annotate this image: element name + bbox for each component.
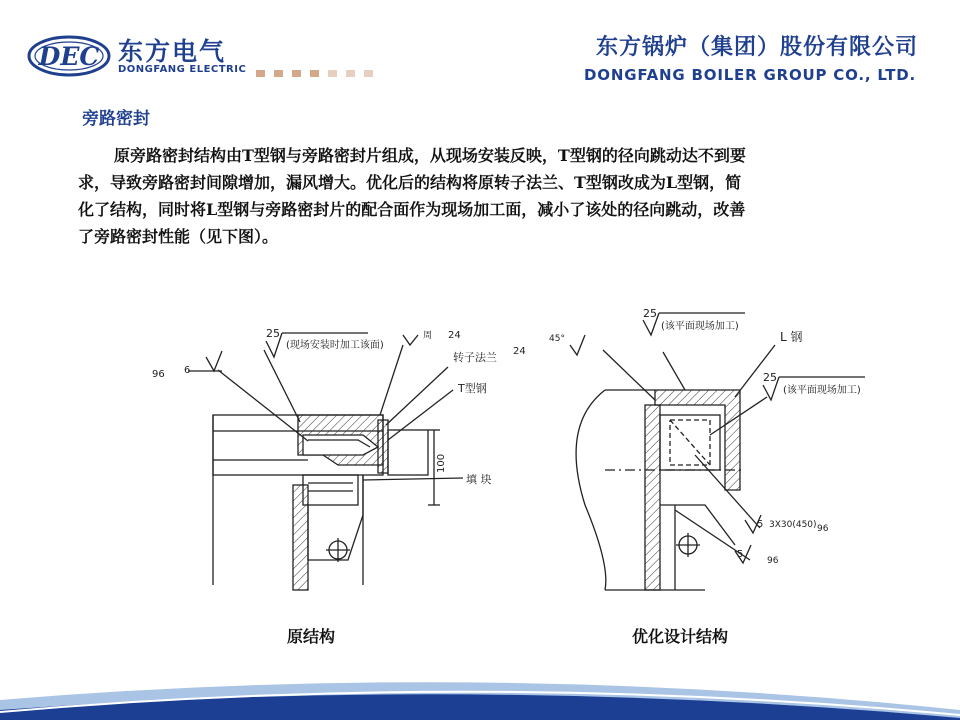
machining-note-label: (现场安装时加工该面) <box>286 340 384 351</box>
dongfang-electric-logo <box>26 30 266 90</box>
logo-en-text: DONGFANG ELECTRIC <box>118 64 247 75</box>
l-steel-label: L 钢 <box>780 330 803 344</box>
body-line: 求，导致旁路密封间隙增加，漏风增大。优化后的结构将原转子法兰、T型钢改成为L型钢，简 <box>78 173 742 192</box>
weld-96-label: 96 <box>152 369 165 380</box>
original-structure-drawing <box>148 315 520 615</box>
angle-45-label: 45° <box>549 334 565 344</box>
body-line: 原旁路密封结构由T型钢与旁路密封片组成，从现场安装反映，T型钢的径向跳动达不到要 <box>114 146 746 165</box>
company-name-en: DONGFANG BOILER GROUP CO., LTD. <box>584 66 916 84</box>
optimized-structure-caption: 优化设计结构 <box>632 627 729 646</box>
company-name-cn: 东方锅炉（集团）股份有限公司 <box>595 35 918 60</box>
logo-oval-text: DEC <box>38 42 100 71</box>
weld-96-b-label: 96 <box>767 556 779 566</box>
weld-tag-label: 周 <box>423 331 433 341</box>
machine-note-right-label: (该平面现场加工) <box>783 385 861 396</box>
roughness-25-right-label: 25 <box>763 371 777 384</box>
dec-oval-logo-icon <box>26 34 112 78</box>
logo-cn-text: 东方电气 <box>118 37 227 66</box>
weld-24-label: 24 <box>513 346 526 357</box>
dimension-100-label: 100 <box>436 453 447 473</box>
body-line: 化了结构，同时将L型钢与旁路密封片的配合面作为现场加工面，减小了该处的径向跳动，改善 <box>78 200 746 219</box>
weld-96-a-label: 96 <box>817 524 829 534</box>
section-title: 旁路密封 <box>82 109 150 129</box>
roughness-25-label: 25 <box>266 327 280 340</box>
header-decorative-dots <box>256 70 373 77</box>
filler-block-label: 填 块 <box>466 473 492 486</box>
angle-spec-label: 3X30(450) <box>769 520 817 530</box>
footer-wave-decoration <box>0 640 960 720</box>
machine-note-top-label: (该平面现场加工) <box>661 321 739 332</box>
original-structure-caption: 原结构 <box>287 627 336 646</box>
weld-24-label: 24 <box>448 330 461 341</box>
roughness-25-top-label: 25 <box>643 307 657 320</box>
weld-5-a-label: 5 <box>757 519 764 530</box>
t-steel-label: T型钢 <box>458 382 487 395</box>
rotor-flange-label: 转子法兰 <box>453 351 497 364</box>
weld-6-label: 6 <box>184 365 191 376</box>
body-paragraph <box>78 142 858 250</box>
body-line: 了旁路密封性能（见下图）。 <box>78 227 279 246</box>
optimized-structure-drawing <box>505 305 885 615</box>
weld-5-b-label: 5 <box>737 549 744 560</box>
